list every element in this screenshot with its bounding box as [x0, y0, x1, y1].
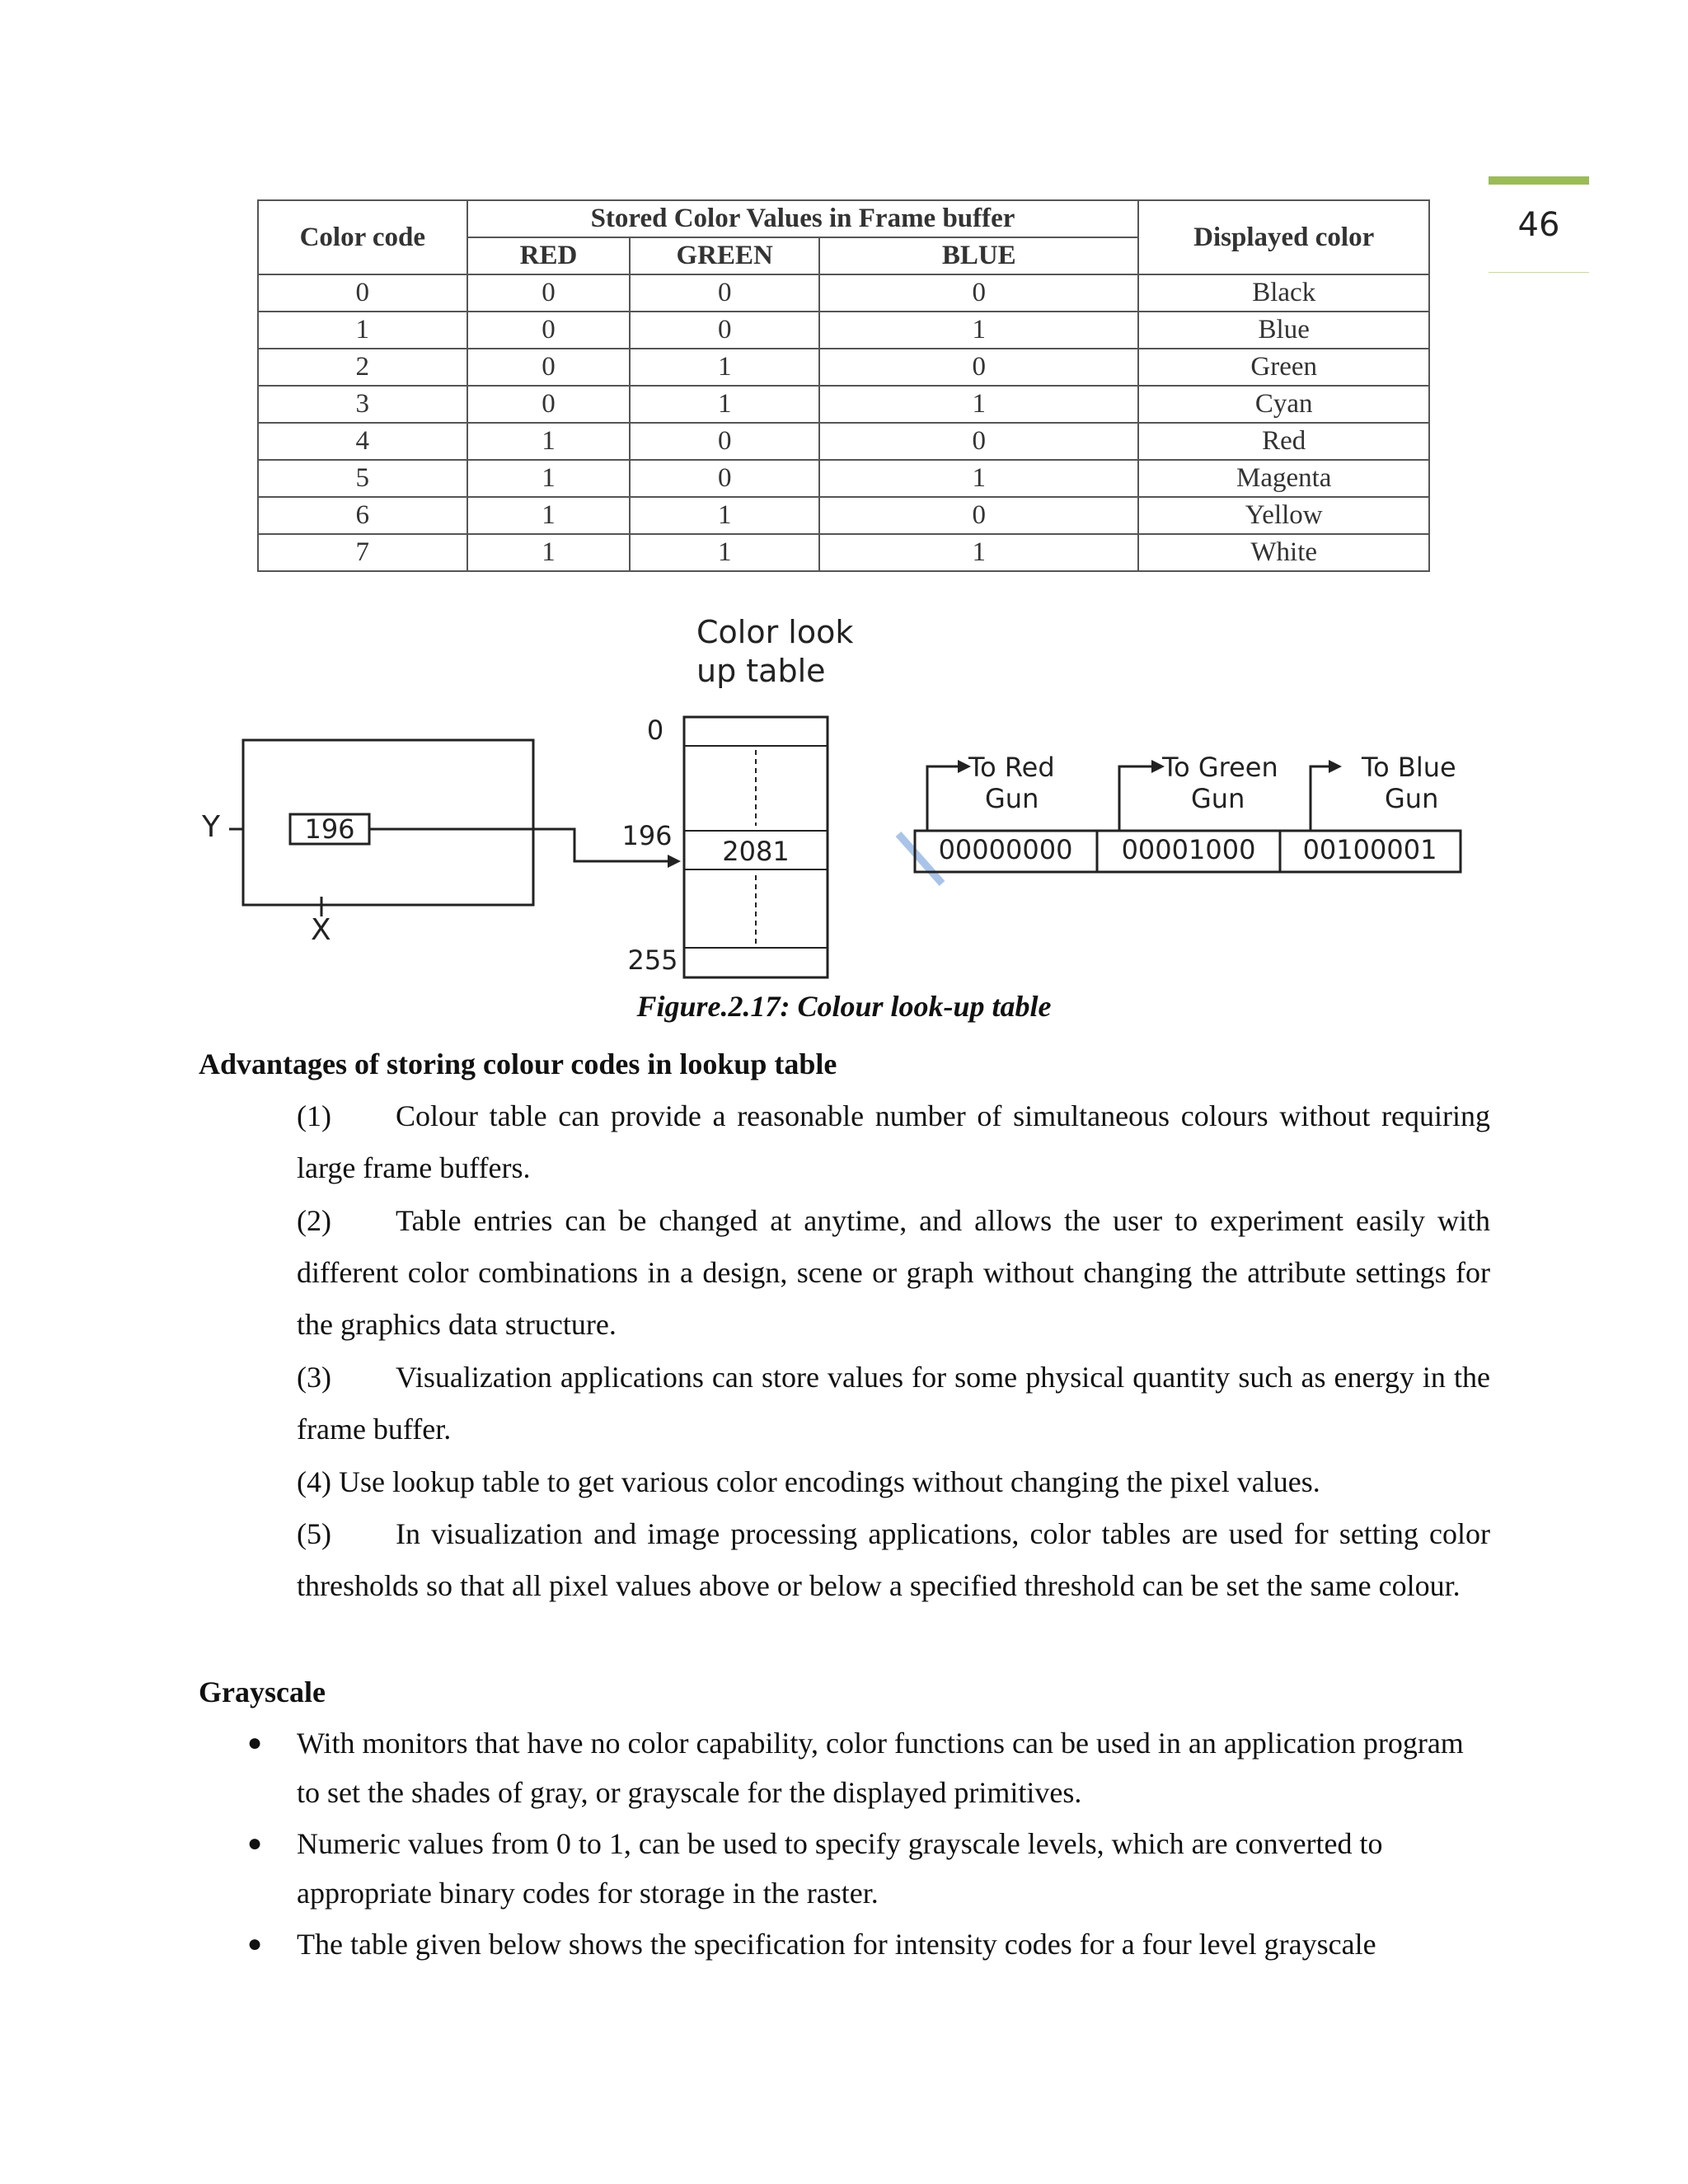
color-code-table	[257, 199, 1430, 572]
grayscale-bullet-list	[247, 1718, 1484, 1971]
advantage-item-4	[297, 1456, 1490, 1508]
table-cell: 0	[467, 349, 631, 386]
advantage-label: (3)	[297, 1361, 331, 1394]
table-cell: 0	[630, 423, 819, 460]
x-axis-label: X	[311, 913, 331, 947]
table-cell: 1	[467, 423, 631, 460]
list-item: ● The table given below shows the specification for intensity codes for a four level grayscale	[247, 1919, 1484, 1969]
page-number-top-rule	[1489, 176, 1589, 185]
table-row	[258, 497, 1429, 534]
to-red-arrow	[927, 766, 960, 831]
table-cell: Magenta	[1138, 460, 1429, 497]
table-cell: 6	[258, 497, 467, 534]
table-cell: Green	[1138, 349, 1429, 386]
table-cell: 1	[630, 386, 819, 423]
table-cell: Yellow	[1138, 497, 1429, 534]
table-cell: 1	[258, 312, 467, 349]
to-blue-label-1: To Blue	[1362, 752, 1456, 783]
table-cell: 4	[258, 423, 467, 460]
list-item: ● With monitors that have no color capability, color functions can be used in an application program to set the shades of gray, or grayscale for the displayed primitives.	[247, 1718, 1484, 1817]
pen-mark	[898, 834, 942, 883]
list-item: ● Numeric values from 0 to 1, can be used to specify grayscale levels, which are converted to appropriate binary codes for storage in the raster.	[247, 1819, 1484, 1918]
lut-index-196: 196	[621, 820, 673, 851]
table-row	[258, 349, 1429, 386]
advantage-label: (4)	[297, 1465, 331, 1498]
advantage-text: In visualization and image processing applications, color tables are used for setting color thresholds so that all pixel values above or below a specified threshold can be set the same colour.	[297, 1517, 1490, 1602]
table-cell: 1	[467, 460, 631, 497]
advantage-label: (2)	[297, 1204, 331, 1237]
table-cell: 0	[467, 386, 631, 423]
advantages-heading: Advantages of storing colour codes in lookup table	[199, 1047, 837, 1080]
to-green-label-2: Gun	[1191, 783, 1245, 814]
header-red: RED	[467, 237, 631, 274]
header-color-code: Color code	[258, 200, 467, 274]
advantage-text: Visualization applications can store values for some physical quantity such as energy in the frame buffer.	[297, 1361, 1490, 1446]
table-cell: Red	[1138, 423, 1429, 460]
table-cell: Cyan	[1138, 386, 1429, 423]
table-cell: 0	[630, 274, 819, 312]
table-cell: 1	[819, 312, 1138, 349]
to-green-arrow	[1119, 766, 1154, 831]
lut-index-255: 255	[627, 944, 678, 976]
advantage-item-1	[297, 1090, 1490, 1194]
table-cell: 0	[467, 274, 631, 312]
advantage-text: Use lookup table to get various color encodings without changing the pixel values.	[338, 1465, 1320, 1498]
advantage-item-5	[297, 1508, 1490, 1612]
frame-buffer-box	[243, 740, 533, 905]
table-row	[258, 312, 1429, 349]
advantage-item-2	[297, 1195, 1490, 1351]
table-cell: 0	[819, 423, 1138, 460]
grayscale-heading: Grayscale	[199, 1675, 326, 1708]
table-cell: 1	[630, 534, 819, 571]
header-displayed-color: Displayed color	[1138, 200, 1429, 274]
table-cell: Black	[1138, 274, 1429, 312]
advantage-label: (5)	[297, 1517, 331, 1550]
table-cell: 1	[630, 497, 819, 534]
bits-green: 00001000	[1121, 834, 1256, 865]
advantage-label: (1)	[297, 1099, 331, 1132]
table-cell: 0	[467, 312, 631, 349]
table-cell: White	[1138, 534, 1429, 571]
table-cell: 1	[819, 460, 1138, 497]
page-number-bottom-rule	[1489, 272, 1589, 273]
header-stored-values: Stored Color Values in Frame buffer	[467, 200, 1139, 237]
to-red-label-1: To Red	[968, 752, 1055, 783]
table-cell: 7	[258, 534, 467, 571]
table-cell: 1	[630, 349, 819, 386]
bits-blue: 00100001	[1302, 834, 1437, 865]
page-number-block	[1489, 176, 1589, 273]
table-row	[258, 460, 1429, 497]
to-blue-label-2: Gun	[1385, 783, 1439, 814]
to-red-label-2: Gun	[985, 783, 1039, 814]
table-cell: Blue	[1138, 312, 1429, 349]
table-cell: 1	[467, 534, 631, 571]
bits-red: 00000000	[938, 834, 1073, 865]
page-number: 46	[1517, 206, 1560, 244]
to-green-label-1: To Green	[1162, 752, 1278, 783]
bullet-icon: ●	[247, 1930, 263, 1957]
bullet-icon: ●	[247, 1830, 263, 1857]
pixel-value: 196	[304, 813, 355, 845]
table-cell: 1	[467, 497, 631, 534]
table-cell: 5	[258, 460, 467, 497]
table-cell: 0	[819, 497, 1138, 534]
lut-title-line1: Color look	[696, 614, 854, 650]
table-cell: 2	[258, 349, 467, 386]
to-blue-arrow	[1311, 766, 1331, 831]
table-cell: 0	[630, 460, 819, 497]
advantage-text: Table entries can be changed at anytime, and allows the user to experiment easily with different color combinations in a design, scene or graph without changing the attribute settings for the graphics data structure.	[297, 1204, 1490, 1341]
lut-entry-value: 2081	[722, 836, 790, 867]
table-row	[258, 534, 1429, 571]
table-cell: 0	[819, 274, 1138, 312]
arrow-head	[668, 855, 681, 868]
y-axis-label: Y	[202, 810, 220, 844]
table-cell: 0	[630, 312, 819, 349]
table-cell: 3	[258, 386, 467, 423]
table-cell: 0	[819, 349, 1138, 386]
table-row	[258, 386, 1429, 423]
lut-title-line2: up table	[696, 653, 826, 689]
header-green: GREEN	[630, 237, 819, 274]
bullet-icon: ●	[247, 1729, 263, 1756]
table-cell: 1	[819, 534, 1138, 571]
advantage-item-3	[297, 1352, 1490, 1455]
advantage-text: Colour table can provide a reasonable number of simultaneous colours without requiring large frame buffers.	[297, 1099, 1490, 1184]
color-lookup-diagram	[198, 610, 1484, 981]
table-row	[258, 423, 1429, 460]
figure-caption: Figure.2.17: Colour look-up table	[636, 990, 1052, 1023]
table-row	[258, 274, 1429, 312]
lut-index-0: 0	[646, 715, 664, 746]
header-blue: BLUE	[819, 237, 1138, 274]
table-cell: 0	[258, 274, 467, 312]
table-cell: 1	[819, 386, 1138, 423]
